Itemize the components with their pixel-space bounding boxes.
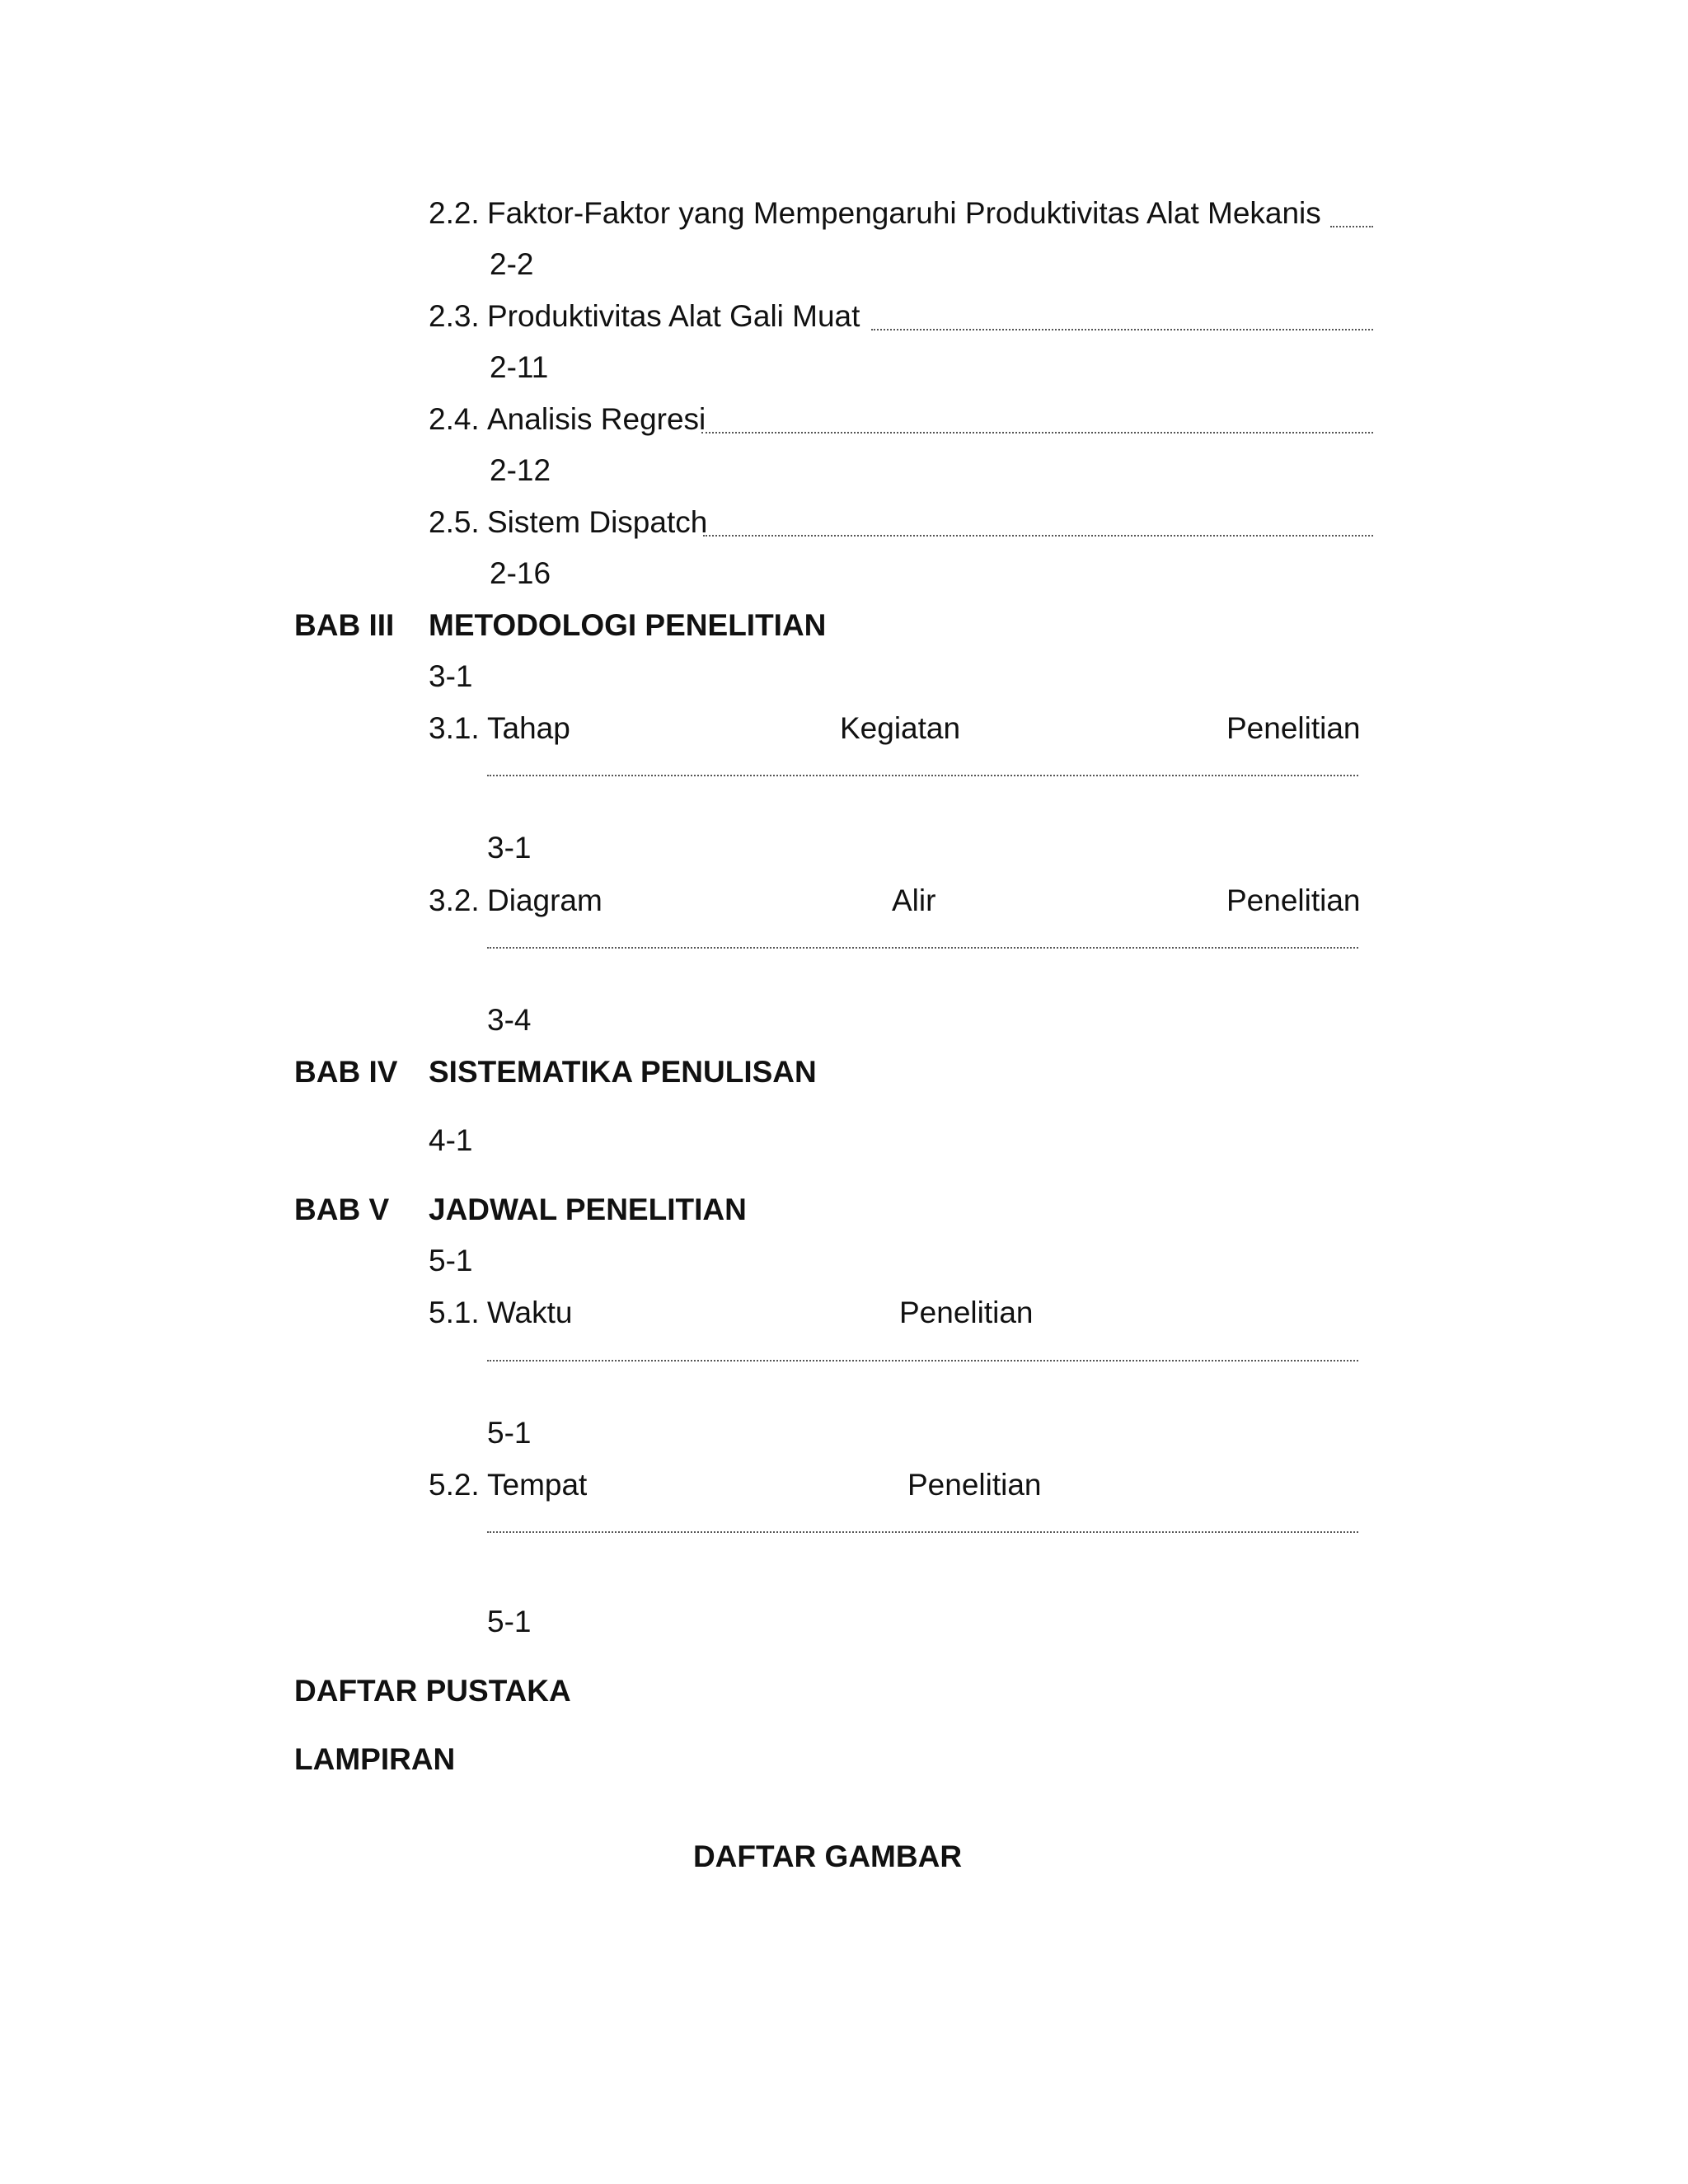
chapter-3-page: 3-1 bbox=[429, 659, 473, 693]
toc-entry-5-2-word-1: Tempat bbox=[487, 1468, 588, 1502]
toc-entry-3-2-word-1: Diagram bbox=[487, 883, 603, 917]
toc-entry-5-2-number: 5.2. bbox=[429, 1468, 480, 1502]
toc-entry-5-2-leader bbox=[487, 1531, 1358, 1533]
chapter-5-title: JADWAL PENELITIAN bbox=[429, 1193, 747, 1226]
toc-entry-2-3-page: 2-11 bbox=[490, 350, 549, 384]
toc-entry-2-4-page: 2-12 bbox=[490, 453, 551, 487]
toc-entry-3-1-leader bbox=[487, 775, 1358, 776]
toc-entry-2-2-leader bbox=[1330, 226, 1373, 227]
toc-entry-3-1-number: 3.1. bbox=[429, 711, 480, 745]
toc-entry-3-2-word-3: Penelitian bbox=[1226, 883, 1361, 917]
toc-entry-2-4-leader bbox=[701, 432, 1373, 434]
chapter-4-label: BAB IV bbox=[294, 1055, 398, 1089]
toc-entry-5-2-word-2: Penelitian bbox=[907, 1468, 1042, 1502]
toc-entry-5-1-number: 5.1. bbox=[429, 1296, 480, 1329]
toc-entry-3-2-leader bbox=[487, 947, 1358, 949]
chapter-5-label: BAB V bbox=[294, 1193, 390, 1226]
toc-entry-2-5-leader bbox=[703, 535, 1373, 537]
toc-entry-3-1-word-2: Kegiatan bbox=[840, 711, 961, 745]
chapter-3-label: BAB III bbox=[294, 608, 395, 642]
toc-entry-2-3-leader bbox=[871, 329, 1373, 330]
toc-entry-2-2-title: Faktor-Faktor yang Mempengaruhi Produktivitas Alat Mekanis bbox=[487, 196, 1321, 230]
toc-entry-2-4-number: 2.4. bbox=[429, 402, 480, 436]
chapter-4-page: 4-1 bbox=[429, 1123, 473, 1157]
toc-entry-2-3-number: 2.3. bbox=[429, 299, 480, 333]
toc-entry-5-1-word-1: Waktu bbox=[487, 1296, 573, 1329]
toc-entry-2-2-page: 2-2 bbox=[490, 247, 534, 281]
toc-entry-3-1-page: 3-1 bbox=[487, 831, 532, 865]
toc-entry-5-1-leader bbox=[487, 1360, 1358, 1361]
toc-entry-5-1-page: 5-1 bbox=[487, 1416, 532, 1450]
toc-entry-2-5-page: 2-16 bbox=[490, 556, 551, 590]
toc-entry-2-2-number: 2.2. bbox=[429, 196, 480, 230]
toc-entry-3-1-word-3: Penelitian bbox=[1226, 711, 1361, 745]
toc-entry-3-2-page: 3-4 bbox=[487, 1003, 532, 1037]
toc-daftar-pustaka: DAFTAR PUSTAKA bbox=[294, 1674, 571, 1708]
toc-entry-2-5-title: Sistem Dispatch bbox=[487, 505, 708, 539]
toc-entry-2-3-title: Produktivitas Alat Gali Muat bbox=[487, 299, 860, 333]
toc-entry-3-1-word-1: Tahap bbox=[487, 711, 570, 745]
toc-entry-5-2-page: 5-1 bbox=[487, 1605, 532, 1638]
toc-entry-3-2-word-2: Alir bbox=[892, 883, 936, 917]
chapter-3-title: METODOLOGI PENELITIAN bbox=[429, 608, 827, 642]
toc-lampiran: LAMPIRAN bbox=[294, 1742, 456, 1776]
toc-entry-5-1-word-2: Penelitian bbox=[899, 1296, 1034, 1329]
toc-entry-3-2-number: 3.2. bbox=[429, 883, 480, 917]
toc-entry-2-4-title: Analisis Regresi bbox=[487, 402, 706, 436]
daftar-gambar-heading: DAFTAR GAMBAR bbox=[692, 1840, 963, 1873]
chapter-5-page: 5-1 bbox=[429, 1244, 473, 1277]
toc-entry-2-5-number: 2.5. bbox=[429, 505, 480, 539]
chapter-4-title: SISTEMATIKA PENULISAN bbox=[429, 1055, 817, 1089]
